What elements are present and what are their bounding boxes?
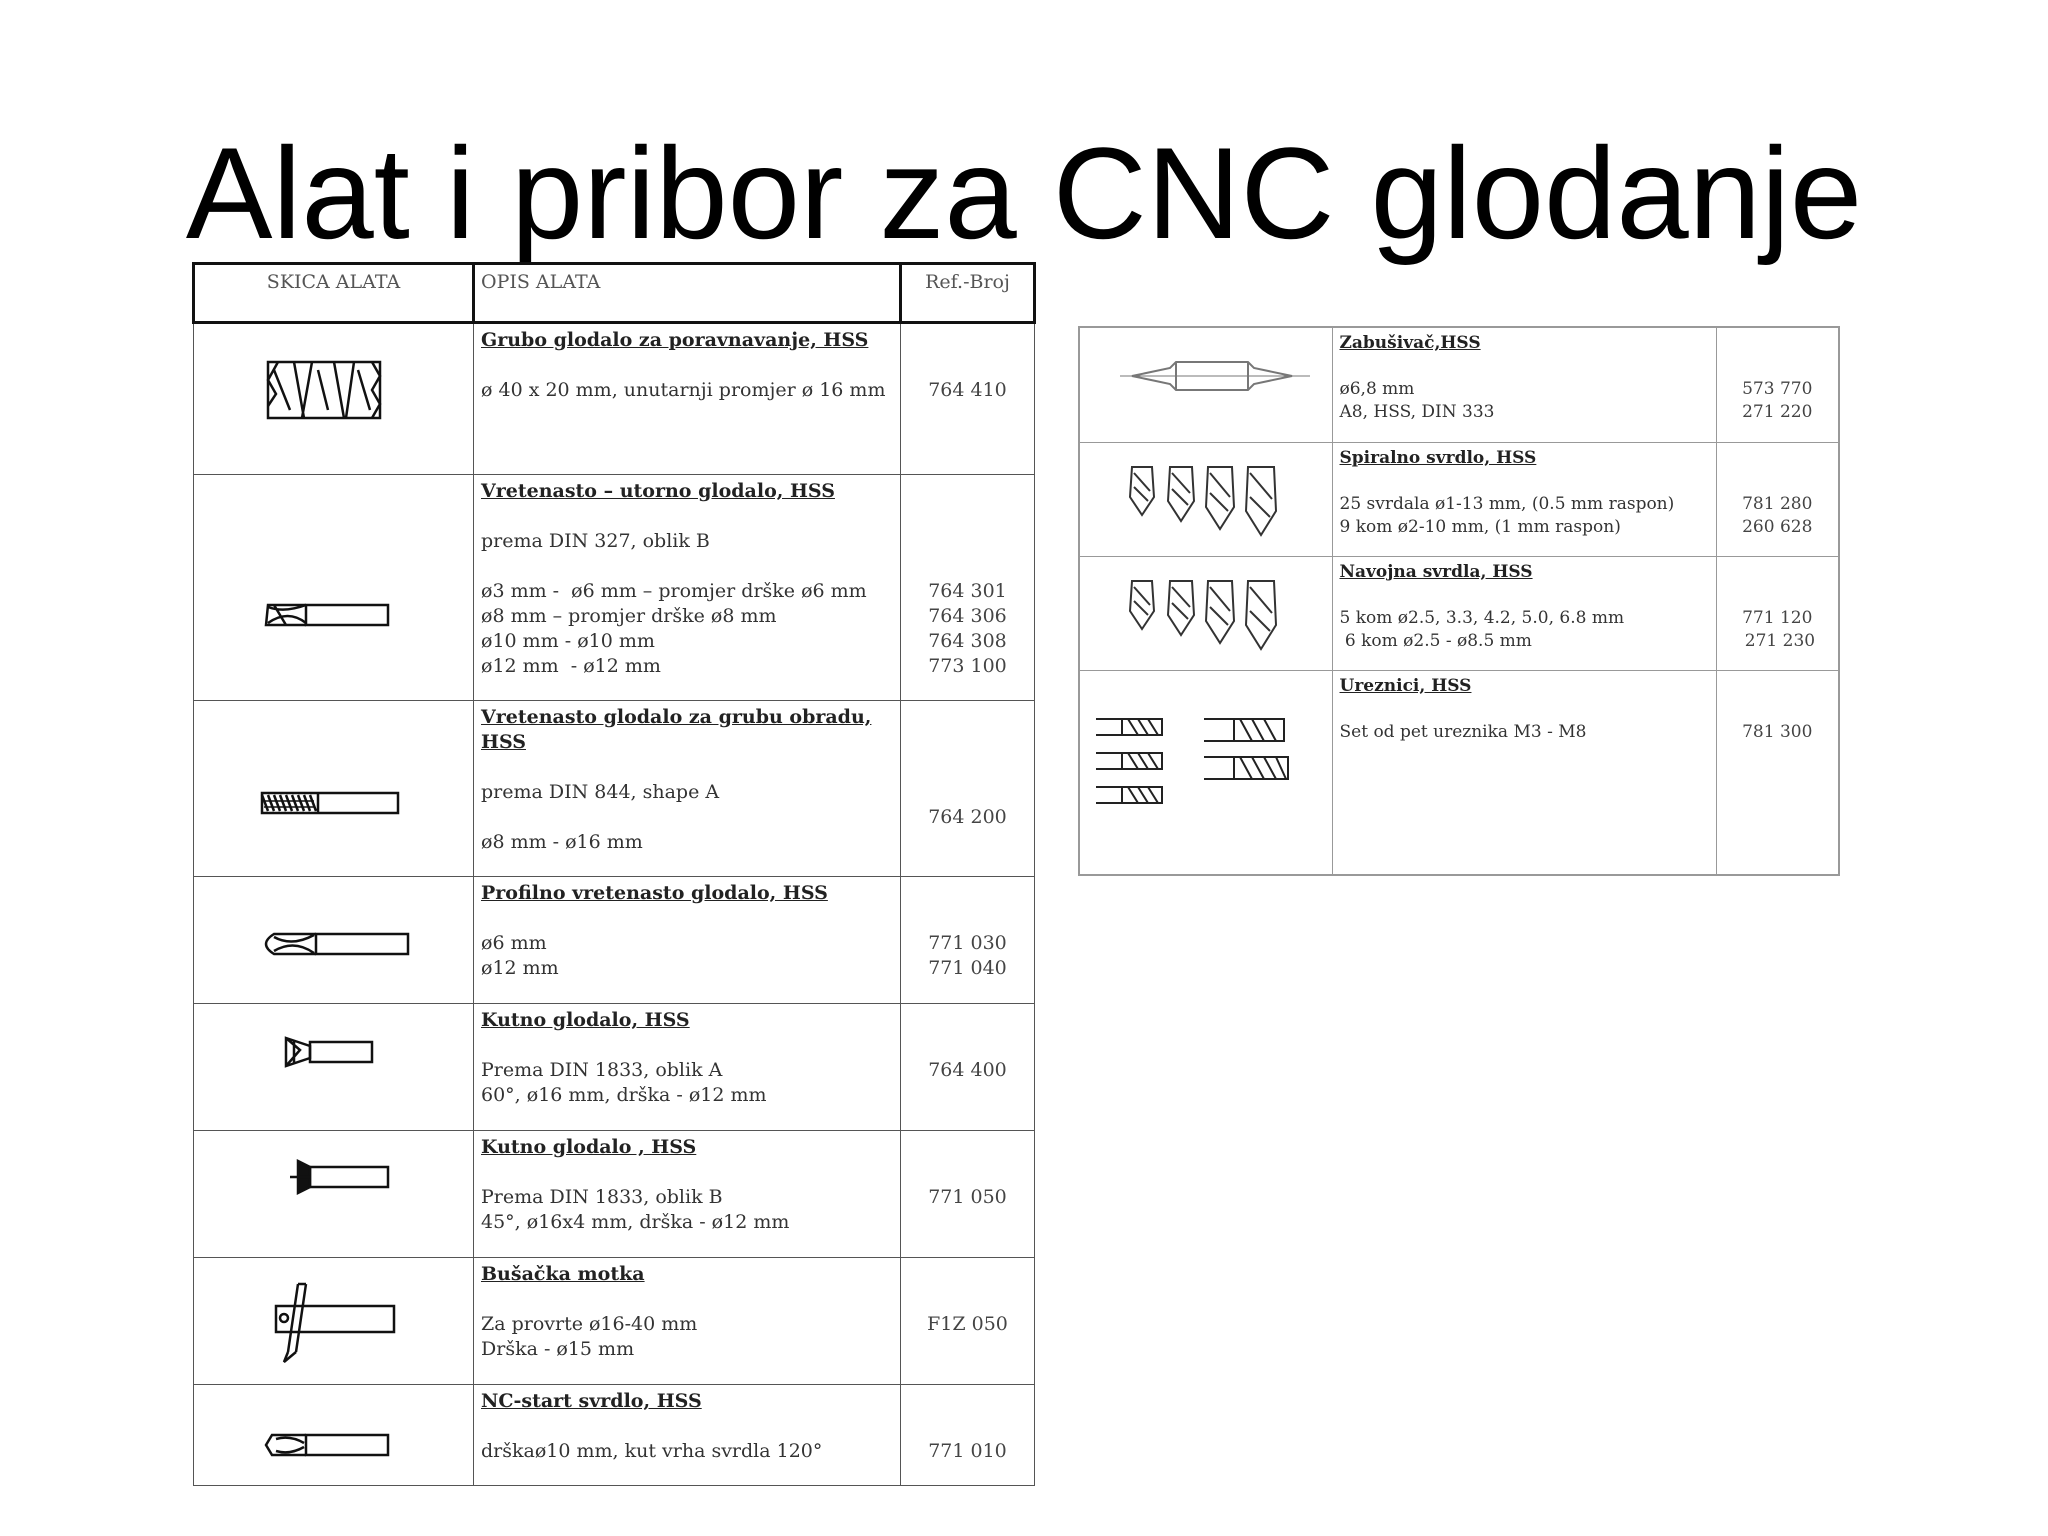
- ref-number: [901, 353, 1034, 378]
- tool-sketch-cell: [194, 701, 474, 877]
- twist-drill-set-icon: [1080, 443, 1333, 557]
- ref-number-cell: [901, 1004, 1035, 1131]
- ref-number-cell: [1716, 327, 1839, 442]
- ref-number-cell: [901, 323, 1035, 475]
- table-row: [194, 323, 1035, 475]
- tool-name: Zabušivač,HSS: [1339, 333, 1481, 353]
- tool-spec-line: ø10 mm - ø10 mm: [481, 630, 655, 652]
- ref-number: [901, 881, 1034, 906]
- tool-spec-line: 60°, ø16 mm, drška - ø12 mm: [481, 1084, 767, 1106]
- tool-description-cell: [474, 1004, 901, 1131]
- ref-number: 764 308: [928, 630, 1007, 652]
- header-ref-number: Ref.-Broj: [901, 264, 1035, 323]
- ref-number: [901, 1135, 1034, 1160]
- ref-number: [901, 730, 1034, 755]
- ref-number-cell: [1716, 556, 1839, 670]
- table-row: [194, 1004, 1035, 1131]
- tool-description-cell: [474, 1131, 901, 1258]
- ref-number: [901, 1287, 1034, 1312]
- tool-spec-line: [1340, 698, 1710, 721]
- tool-spec-line: [481, 755, 894, 780]
- ref-number: [901, 780, 1034, 805]
- tool-spec-line: [481, 1160, 894, 1185]
- tool-spec-line: Drška - ø15 mm: [481, 1338, 635, 1360]
- tool-sketch-cell: [194, 877, 474, 1004]
- tool-spec-line: Za provrte ø16-40 mm: [481, 1313, 698, 1335]
- tool-description-cell: [474, 323, 901, 475]
- header-description: OPIS ALATA: [474, 264, 901, 323]
- tool-description-cell: [1332, 327, 1716, 442]
- ball-end-mill-icon: [194, 877, 474, 1004]
- tool-sketch-cell: [1079, 670, 1332, 875]
- boring-bar-icon: [194, 1258, 474, 1385]
- ref-number: [1717, 698, 1839, 721]
- table-row: [194, 475, 1035, 701]
- ref-number: [901, 554, 1034, 579]
- ref-number: [901, 1008, 1034, 1033]
- tool-spec-line: ø6 mm: [481, 932, 547, 954]
- tool-description-cell: [1332, 670, 1716, 875]
- tool-spec-line: ø12 mm: [481, 957, 559, 979]
- ref-number-cell: [901, 1385, 1035, 1486]
- ref-number: [901, 755, 1034, 780]
- tool-name: Vretenasto – utorno glodalo, HSS: [481, 480, 835, 502]
- table-row: [194, 1258, 1035, 1385]
- ref-number: 764 306: [928, 605, 1007, 627]
- ref-number: [901, 705, 1034, 730]
- tool-description-cell: [474, 701, 901, 877]
- ref-number: 781 300: [1742, 721, 1813, 742]
- tool-name: NC-start svrdlo, HSS: [481, 1390, 702, 1412]
- ref-number: 771 120: [1742, 607, 1813, 628]
- tool-spec-line: [1340, 355, 1710, 378]
- taps-set-icon: [1080, 671, 1333, 876]
- tool-spec-line: 9 kom ø2-10 mm, (1 mm raspon): [1339, 516, 1621, 537]
- tool-sketch-cell: [194, 1131, 474, 1258]
- tool-spec-line: [481, 1287, 894, 1312]
- tool-spec-line: ø12 mm - ø12 mm: [481, 655, 661, 677]
- tool-spec-line: Set od pet ureznika M3 - M8: [1339, 721, 1587, 742]
- table-row: [1079, 670, 1839, 875]
- ref-number: [1717, 447, 1839, 470]
- roughing-cutter-icon: [194, 324, 474, 476]
- tool-spec-line: 6 kom ø2.5 - ø8.5 mm: [1339, 630, 1532, 651]
- tool-spec-line: 5 kom ø2.5, 3.3, 4.2, 5.0, 6.8 mm: [1339, 607, 1625, 628]
- tool-name: Navojna svrdla, HSS: [1339, 561, 1533, 582]
- tool-spec-line: Prema DIN 1833, oblik A: [481, 1059, 723, 1081]
- slide-title: Alat i pribor za CNC glodanje: [185, 120, 1863, 266]
- ref-number-cell: [901, 877, 1035, 1004]
- tool-spec-line: [481, 1414, 894, 1439]
- tool-spec-line: ø 40 x 20 mm, unutarnji promjer ø 16 mm: [481, 379, 886, 401]
- tool-description-cell: [474, 877, 901, 1004]
- tool-spec-line: [1340, 584, 1710, 607]
- tool-spec-line: [481, 554, 894, 579]
- tool-description-cell: [1332, 556, 1716, 670]
- ref-number: 573 770: [1742, 379, 1813, 399]
- ref-number: [1717, 584, 1839, 607]
- ref-number: F1Z 050: [927, 1313, 1008, 1335]
- ref-number: [1717, 561, 1839, 584]
- tool-description-cell: [1332, 442, 1716, 556]
- tap-drill-set-icon: [1080, 557, 1333, 671]
- tool-spec-line: Prema DIN 1833, oblik B: [481, 1186, 723, 1208]
- tools-table-left: [192, 262, 1036, 1486]
- ref-number: [901, 1414, 1034, 1439]
- ref-number: [901, 504, 1034, 529]
- ref-number: 771 040: [928, 957, 1007, 979]
- ref-number: [1717, 332, 1839, 355]
- tool-description-cell: [474, 475, 901, 701]
- table-row: [1079, 327, 1839, 442]
- ref-number-cell: [901, 475, 1035, 701]
- ref-number: [901, 1160, 1034, 1185]
- ref-number: [901, 1033, 1034, 1058]
- tool-sketch-cell: [194, 475, 474, 701]
- header-sketch: SKICA ALATA: [194, 264, 474, 323]
- tool-spec-line: [481, 1033, 894, 1058]
- tool-name: Spiralno svrdlo, HSS: [1339, 447, 1537, 468]
- ref-number: 764 301: [928, 580, 1007, 602]
- tool-sketch-cell: [194, 1385, 474, 1486]
- ref-number: [901, 1262, 1034, 1287]
- ref-number: [1717, 355, 1839, 378]
- ref-number-cell: [901, 1131, 1035, 1258]
- tool-spec-line: ø6,8 mm: [1339, 379, 1415, 399]
- ref-number: 271 220: [1742, 402, 1813, 422]
- table-row: [194, 701, 1035, 877]
- ref-number: 771 010: [928, 1440, 1007, 1462]
- tool-spec-line: ø8 mm - ø16 mm: [481, 831, 643, 853]
- table-row: [194, 1131, 1035, 1258]
- tool-name: Kutno glodalo, HSS: [481, 1009, 690, 1031]
- tool-spec-line: A8, HSS, DIN 333: [1339, 402, 1495, 422]
- nc-spot-drill-icon: [194, 1385, 474, 1486]
- table-header-row: [194, 264, 1035, 323]
- tool-sketch-cell: [1079, 327, 1332, 442]
- ref-number: 764 410: [928, 379, 1007, 401]
- tool-spec-line: [481, 353, 894, 378]
- ref-number-cell: [1716, 670, 1839, 875]
- tool-spec-line: [1340, 470, 1710, 493]
- tool-spec-line: ø8 mm – promjer drške ø8 mm: [481, 605, 777, 627]
- tool-sketch-cell: [194, 1004, 474, 1131]
- ref-number: 771 030: [928, 932, 1007, 954]
- tool-name: Ureznici, HSS: [1339, 675, 1472, 696]
- table-row: [194, 1385, 1035, 1486]
- roughing-end-mill-icon: [194, 701, 474, 877]
- tool-sketch-cell: [1079, 442, 1332, 556]
- ref-number: 773 100: [928, 655, 1007, 677]
- ref-number: 764 400: [928, 1059, 1007, 1081]
- tool-spec-line: [481, 805, 894, 830]
- ref-number: [1717, 675, 1839, 698]
- tool-spec-line: 25 svrdala ø1-13 mm, (0.5 mm raspon): [1339, 493, 1675, 514]
- ref-number: 764 200: [928, 806, 1007, 828]
- tool-spec-line: prema DIN 844, shape A: [481, 781, 720, 803]
- angle-cutter-a-icon: [194, 1004, 474, 1131]
- center-drill-icon: [1080, 328, 1333, 443]
- ref-number: [901, 529, 1034, 554]
- tool-spec-line: [481, 504, 894, 529]
- tools-table-right: [1078, 326, 1840, 876]
- ref-number: [901, 479, 1034, 504]
- slot-end-mill-icon: [194, 475, 474, 701]
- tool-spec-line: 45°, ø16x4 mm, drška - ø12 mm: [481, 1211, 790, 1233]
- tool-spec-line: drškaø10 mm, kut vrha svrdla 120°: [481, 1440, 823, 1462]
- tool-sketch-cell: [194, 323, 474, 475]
- tool-spec-line: [481, 906, 894, 931]
- ref-number-cell: [901, 701, 1035, 877]
- ref-number: 260 628: [1742, 516, 1813, 537]
- ref-number-cell: [1716, 442, 1839, 556]
- tool-name: Profilno vretenasto glodalo, HSS: [481, 882, 828, 904]
- tool-spec-line: prema DIN 327, oblik B: [481, 530, 710, 552]
- tool-description-cell: [474, 1258, 901, 1385]
- angle-cutter-b-icon: [194, 1131, 474, 1258]
- tool-name: Bušačka motka: [481, 1263, 645, 1285]
- tool-name: Vretenasto glodalo za grubu obradu, HSS: [481, 706, 872, 753]
- tool-sketch-cell: [1079, 556, 1332, 670]
- tool-sketch-cell: [194, 1258, 474, 1385]
- tool-spec-line: ø3 mm - ø6 mm – promjer drške ø6 mm: [481, 580, 867, 602]
- table-row: [1079, 556, 1839, 670]
- ref-number: 771 050: [928, 1186, 1007, 1208]
- ref-number: 271 230: [1739, 630, 1816, 651]
- tool-name: Kutno glodalo , HSS: [481, 1136, 697, 1158]
- tool-name: Grubo glodalo za poravnavanje, HSS: [481, 329, 869, 351]
- ref-number: 781 280: [1742, 493, 1813, 514]
- ref-number: [901, 1389, 1034, 1414]
- ref-number-cell: [901, 1258, 1035, 1385]
- ref-number: [901, 906, 1034, 931]
- ref-number: [1717, 470, 1839, 493]
- table-row: [1079, 442, 1839, 556]
- tool-description-cell: [474, 1385, 901, 1486]
- table-row: [194, 877, 1035, 1004]
